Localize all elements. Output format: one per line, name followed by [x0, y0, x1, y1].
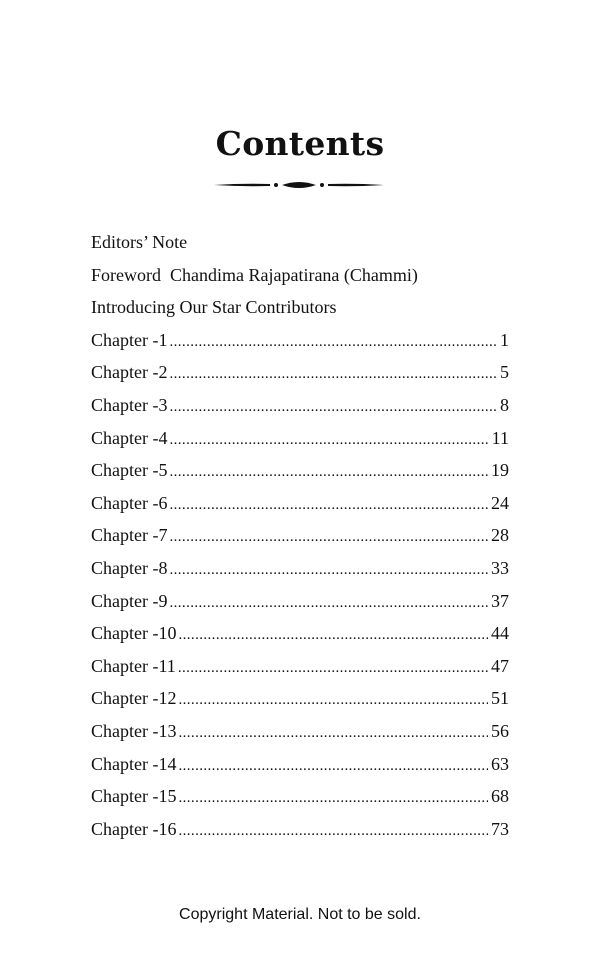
page-number: 8	[500, 394, 509, 415]
dot-leader	[169, 523, 488, 551]
toc-entry-chapter-13[interactable]	[91, 717, 509, 750]
toc-entry-label: Introducing Our Star Contributors	[91, 297, 337, 318]
toc-entry-chapter-10[interactable]	[91, 619, 509, 652]
dot-leader	[169, 328, 497, 356]
chapter-label: Chapter -4	[91, 427, 168, 448]
page-number: 47	[491, 655, 509, 676]
toc-entry-chapter-1[interactable]	[91, 326, 509, 359]
dot-leader	[178, 719, 488, 747]
toc-entry-editors-note[interactable]	[91, 228, 509, 261]
dot-leader	[169, 360, 497, 388]
page-number: 68	[491, 786, 509, 807]
toc-entry-chapter-5[interactable]	[91, 456, 509, 489]
toc-entry-chapter-9[interactable]	[91, 587, 509, 620]
chapter-label: Chapter -11	[91, 655, 176, 676]
toc-entry-chapter-3[interactable]	[91, 391, 509, 424]
dot-leader	[169, 393, 497, 421]
dot-leader	[178, 784, 488, 812]
chapter-label: Chapter -1	[91, 329, 168, 350]
toc-entry-chapter-11[interactable]	[91, 652, 509, 685]
chapter-label: Chapter -16	[91, 818, 177, 839]
toc-entry-chapter-12[interactable]	[91, 684, 509, 717]
dot-leader	[169, 426, 488, 454]
page-number: 63	[491, 753, 509, 774]
toc-entry-chapter-7[interactable]	[91, 521, 509, 554]
chapter-label: Chapter -6	[91, 492, 168, 513]
chapter-label: Chapter -12	[91, 688, 177, 709]
toc-entry-label: Foreword Chandima Rajapatirana (Chammi)	[91, 264, 418, 285]
toc-entry-chapter-8[interactable]	[91, 554, 509, 587]
toc-entry-star-contributors[interactable]	[91, 293, 509, 326]
toc-entry-chapter-2[interactable]	[91, 358, 509, 391]
chapter-label: Chapter -5	[91, 460, 168, 481]
page-number: 19	[491, 460, 509, 481]
page-number: 44	[491, 623, 509, 644]
page-number: 11	[491, 427, 509, 448]
toc-entry-chapter-14[interactable]	[91, 750, 509, 783]
dot-leader	[169, 458, 488, 486]
page-number: 1	[500, 329, 509, 350]
toc-entry-chapter-16[interactable]	[91, 815, 509, 848]
page-number: 24	[491, 492, 509, 513]
page-number: 73	[491, 818, 509, 839]
chapter-label: Chapter -14	[91, 753, 177, 774]
page-title: Contents	[215, 124, 385, 163]
chapter-label: Chapter -9	[91, 590, 168, 611]
toc-entry-label: Editors’ Note	[91, 232, 188, 252]
dot-leader	[178, 621, 488, 649]
dot-leader	[169, 589, 488, 617]
dot-leader	[169, 556, 488, 584]
chapter-label: Chapter -15	[91, 786, 177, 807]
table-of-contents	[91, 228, 509, 847]
page-number: 28	[491, 525, 509, 546]
toc-entry-chapter-15[interactable]	[91, 782, 509, 815]
page-number: 51	[491, 688, 509, 709]
chapter-label: Chapter -8	[91, 557, 168, 578]
dot-leader	[178, 686, 488, 714]
dot-leader	[169, 491, 488, 519]
dot-leader	[178, 817, 488, 845]
chapter-label: Chapter -7	[91, 525, 168, 546]
dot-leader	[178, 654, 488, 682]
page-number: 37	[491, 590, 509, 611]
chapter-label: Chapter -10	[91, 623, 177, 644]
page-number: 5	[500, 362, 509, 383]
toc-entry-chapter-6[interactable]	[91, 489, 509, 522]
chapter-label: Chapter -3	[91, 394, 168, 415]
page-number: 56	[491, 720, 509, 741]
dot-leader	[178, 752, 488, 780]
page-number: 33	[491, 557, 509, 578]
chapter-label: Chapter -13	[91, 720, 177, 741]
toc-entry-foreword[interactable]	[91, 261, 509, 294]
divider-ornament-icon	[212, 178, 386, 192]
chapter-label: Chapter -2	[91, 362, 168, 383]
toc-entry-chapter-4[interactable]	[91, 424, 509, 457]
copyright-notice: Copyright Material. Not to be sold.	[179, 906, 421, 923]
